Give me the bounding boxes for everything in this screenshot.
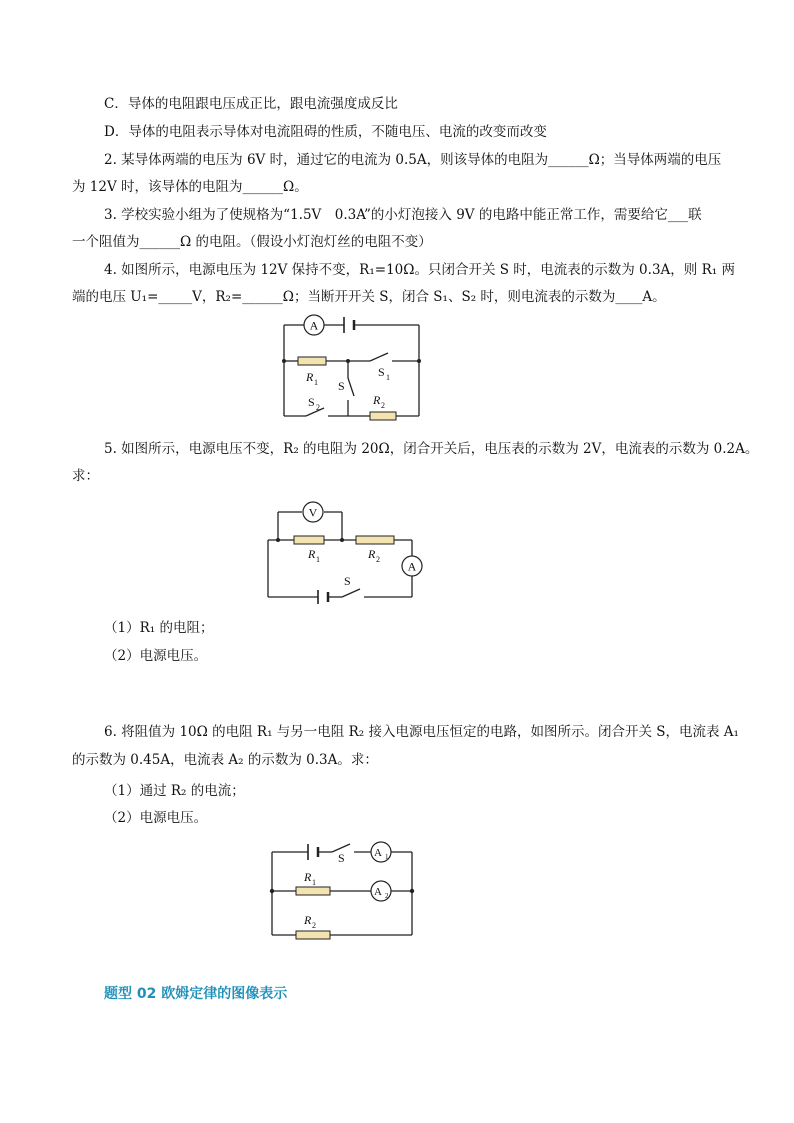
r2-label: R	[368, 547, 376, 561]
r1-label: R	[304, 870, 312, 884]
q3-line-2: 一个阻值为______Ω 的电阻。（假设小灯泡灯丝的电阻不变）	[72, 234, 432, 250]
r2-subscript: 2	[376, 555, 380, 564]
s2-label: S	[308, 395, 315, 409]
section-heading: 题型 02 欧姆定律的图像表示	[104, 986, 288, 1002]
r1-label: R	[306, 370, 314, 384]
q5-line-1: 5. 如图所示，电源电压不变，R₂ 的电阻为 20Ω，闭合开关后，电压表的示数为 2V，电流表的示数为 0.2A。	[104, 441, 759, 457]
q6-line-1: 6. 将阻值为 10Ω 的电阻 R₁ 与另一电阻 R₂ 接入电源电压恒定的电路，如图所示。闭合开关 S，电流表 A₁	[104, 724, 739, 740]
q2-line-2: 为 12V 时，该导体的电阻为______Ω。	[72, 179, 308, 195]
r1-subscript: 1	[314, 378, 318, 387]
s1-label: S	[378, 365, 385, 379]
q6-sub-2: （2）电源电压。	[104, 810, 208, 826]
switch-label: S	[338, 851, 345, 865]
s2-subscript: 2	[316, 403, 320, 412]
r2-label: R	[304, 913, 312, 927]
switch-label: S	[344, 574, 351, 588]
a1-subscript: 1	[385, 853, 389, 861]
s1-subscript: 1	[386, 373, 390, 382]
option-d: D．导体的电阻表示导体对电流阻碍的性质，不随电压、电流的改变而改变	[104, 124, 547, 140]
a1-label: A	[374, 847, 382, 859]
r2-subscript: 2	[312, 921, 316, 930]
q5-sub-1: （1）R₁ 的电阻；	[104, 620, 214, 636]
option-c: C．导体的电阻跟电压成正比，跟电流强度成反比	[104, 96, 398, 112]
voltmeter-label: V	[308, 505, 318, 520]
s-label: S	[338, 379, 345, 393]
r1-label: R	[308, 547, 316, 561]
r1-subscript: 1	[312, 878, 316, 887]
circuit-figure-q5	[262, 494, 432, 606]
q6-line-2: 的示数为 0.45A，电流表 A₂ 的示数为 0.3A。求：	[72, 752, 378, 768]
resistor-r2	[370, 412, 396, 420]
q2-line-1: 2. 某导体两端的电压为 6V 时，通过它的电流为 0.5A，则该导体的电阻为______Ω；当导体两端的电压	[104, 152, 722, 168]
resistor-r2	[296, 931, 330, 939]
resistor-r2	[356, 536, 394, 544]
q4-line-2: 端的电压 U₁=_____V，R₂=______Ω；当断开开关 S，闭合 S₁、S₂ 时，则电流表的示数为____A。	[72, 289, 666, 305]
ammeter-label: A	[309, 318, 319, 333]
resistor-r1	[296, 887, 330, 895]
circuit-figure-q4	[270, 308, 430, 426]
r1-subscript: 1	[316, 555, 320, 564]
resistor-r1	[298, 357, 326, 365]
q4-line-1: 4. 如图所示，电源电压为 12V 保持不变，R₁=10Ω。只闭合开关 S 时，电流表的示数为 0.3A，则 R₁ 两	[104, 262, 735, 278]
q5-sub-2: （2）电源电压。	[104, 648, 208, 664]
q6-sub-1: （1）通过 R₂ 的电流；	[104, 783, 245, 799]
circuit-figure-q6	[264, 838, 424, 942]
q3-line-1: 3. 学校实验小组为了使规格为“1.5V 0.3A”的小灯泡接入 9V 的电路中能正常工作，需要给它___联	[104, 207, 702, 223]
r2-label: R	[373, 393, 381, 407]
a2-label: A	[374, 886, 382, 898]
a2-subscript: 2	[385, 892, 389, 900]
q5-line-2: 求：	[72, 468, 99, 484]
ammeter-label: A	[407, 559, 417, 574]
resistor-r1	[294, 536, 324, 544]
r2-subscript: 2	[381, 401, 385, 410]
